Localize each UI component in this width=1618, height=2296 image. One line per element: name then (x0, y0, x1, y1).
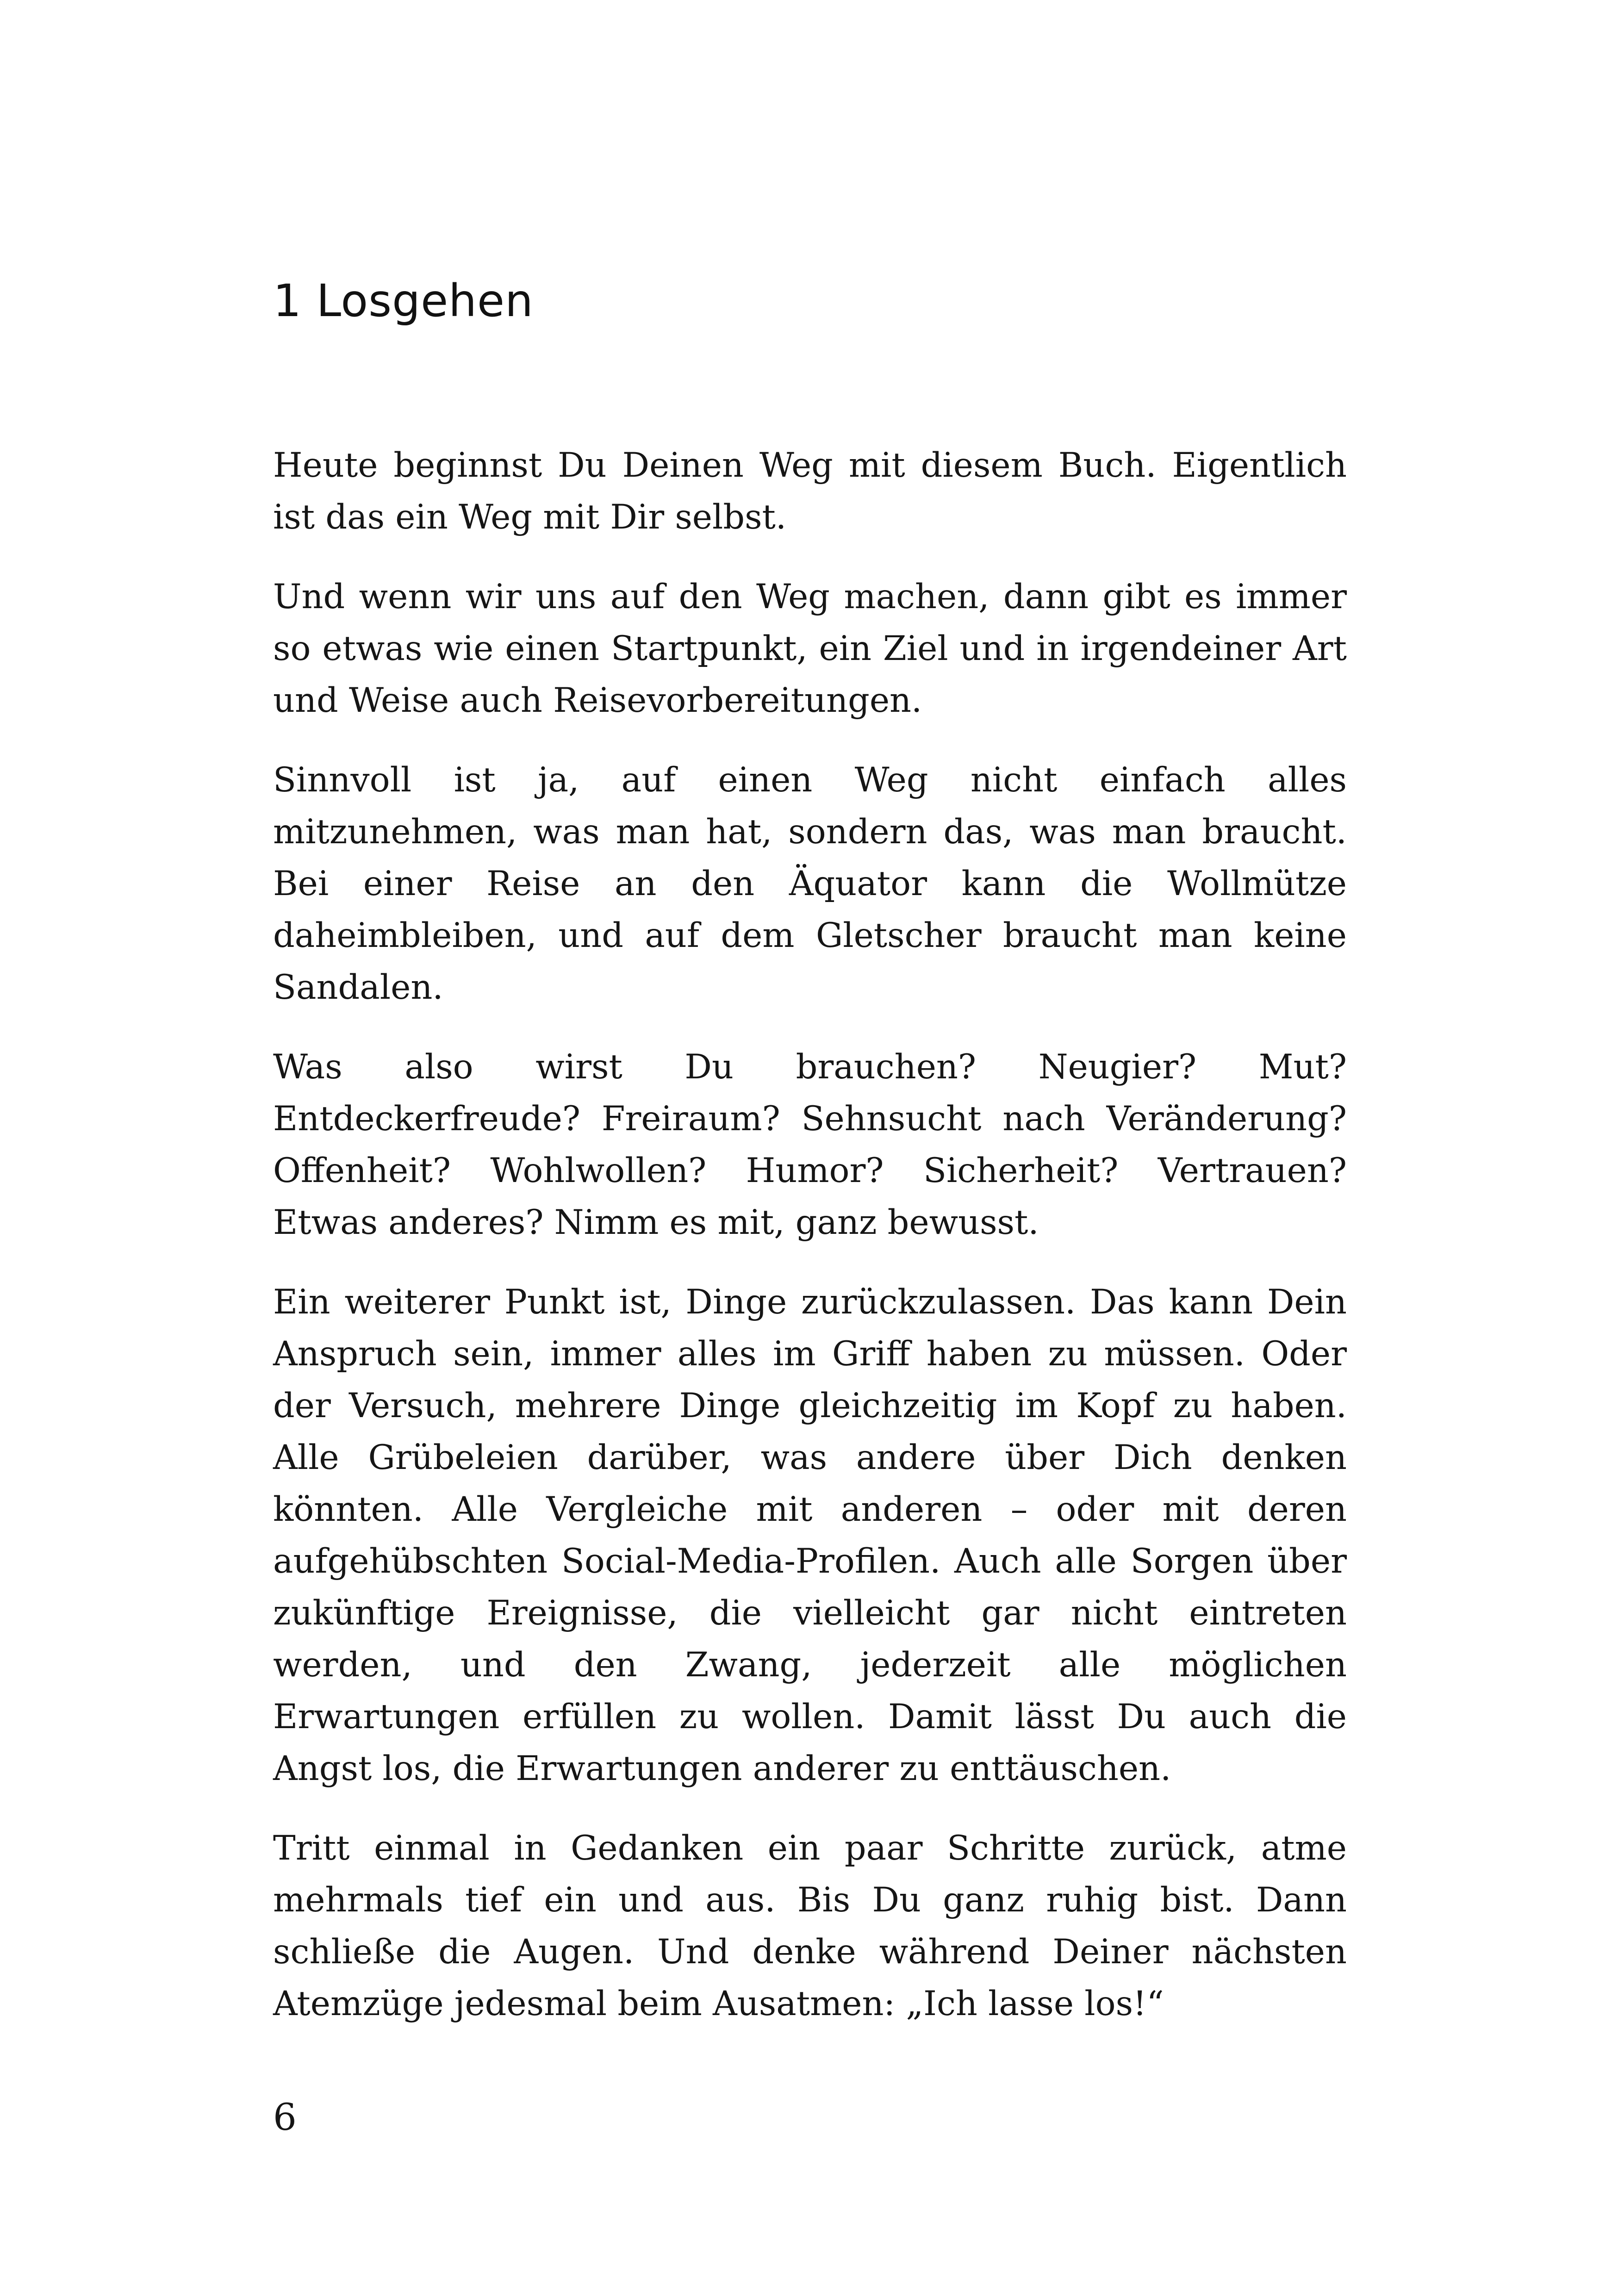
chapter-body (273, 440, 1347, 2058)
page-number: 6 (273, 2096, 297, 2139)
paragraph: Und wenn wir uns auf den Weg machen, dann gibt es immer so etwas wie einen Startpunkt, ein Ziel und in irgendeiner Art und Weise auch Reisevorbereitungen. (273, 577, 1347, 720)
paragraph: Tritt einmal in Gedanken ein paar Schritte zurück, atme mehrmals tief ein und aus. Bis Du ganz ruhig bist. Dann schließe die Augen. Und denke während Deiner nächsten Atemzüge jedesmal beim Ausatmen: „Ich lasse los!“ (273, 1829, 1347, 2023)
paragraph: Was also wirst Du brauchen? Neugier? Mut? Entdeckerfreude? Freiraum? Sehnsucht nach Veränderung? Offenheit? Wohlwollen? Humor? Sicherheit? Vertrauen? Etwas anderes? Nimm es mit, ganz bewusst. (273, 1047, 1347, 1242)
paragraph: Heute beginnst Du Deinen Weg mit diesem Buch. Eigentlich ist das ein Weg mit Dir selbst. (273, 446, 1347, 537)
paragraph: Sinnvoll ist ja, auf einen Weg nicht einfach alles mitzunehmen, was man hat, sondern das, was man braucht. Bei einer Reise an den Äquator kann die Wollmütze daheimbleiben, und auf dem Gletscher braucht man keine Sandalen. (273, 760, 1347, 1007)
paragraph: Ein weiterer Punkt ist, Dinge zurückzulassen. Das kann Dein Anspruch sein, immer alles im Griff haben zu müssen. Oder der Versuch, mehrere Dinge gleichzeitig im Kopf zu haben. Alle Grübeleien darüber, was andere über Dich denken könnten. Alle Vergleiche mit anderen – oder mit deren aufgehübschten Social-Media-Profilen. Auch alle Sorgen über zukünftige Ereignisse, die vielleicht gar nicht eintreten werden, und den Zwang, jederzeit alle möglichen Erwartungen erfüllen zu wollen. Damit lässt Du auch die Angst los, die Erwartungen anderer zu enttäuschen. (273, 1282, 1347, 1788)
chapter-title: 1 Losgehen (273, 275, 534, 327)
